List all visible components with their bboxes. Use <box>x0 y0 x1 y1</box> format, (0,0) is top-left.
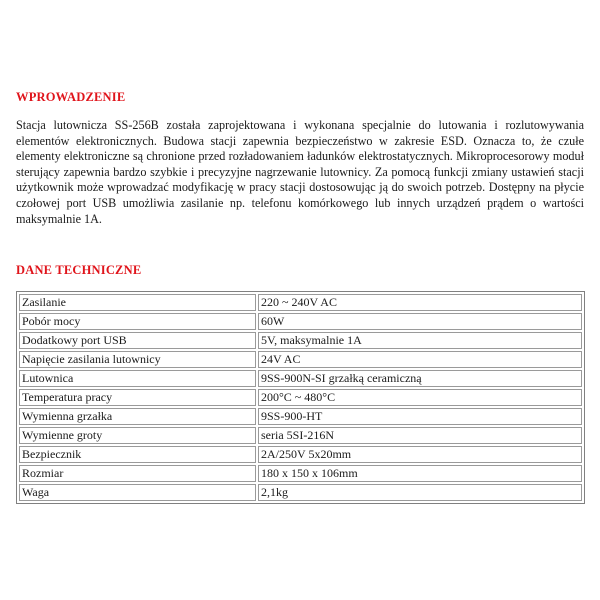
spec-value: 2,1kg <box>258 484 582 501</box>
spec-value: 220 ~ 240V AC <box>258 294 582 311</box>
spec-label: Dodatkowy port USB <box>19 332 256 349</box>
table-row <box>19 408 582 425</box>
spec-value: 9SS-900N-SI grzałką ceramiczną <box>258 370 582 387</box>
intro-heading: WPROWADZENIE <box>16 90 126 104</box>
table-row <box>19 484 582 501</box>
table-row <box>19 332 582 349</box>
spec-value: 200°C ~ 480°C <box>258 389 582 406</box>
spec-label: Pobór mocy <box>19 313 256 330</box>
table-row <box>19 389 582 406</box>
table-row <box>19 427 582 444</box>
spec-label: Waga <box>19 484 256 501</box>
spec-value: 24V AC <box>258 351 582 368</box>
spec-label: Zasilanie <box>19 294 256 311</box>
spec-label: Rozmiar <box>19 465 256 482</box>
tech-specs-heading: DANE TECHNICZNE <box>16 263 142 277</box>
table-row <box>19 294 582 311</box>
spec-value: 2A/250V 5x20mm <box>258 446 582 463</box>
table-row <box>19 446 582 463</box>
table-row <box>19 351 582 368</box>
spec-label: Napięcie zasilania lutownicy <box>19 351 256 368</box>
spec-label: Lutownica <box>19 370 256 387</box>
spec-value: 9SS-900-HT <box>258 408 582 425</box>
spec-value: 5V, maksymalnie 1A <box>258 332 582 349</box>
tech-specs-table <box>16 291 585 504</box>
intro-paragraph: Stacja lutownicza SS-256B została zaprojektowana i wykonana specjalnie do lutowania i rozlutowywania elementów elektronicznych. Budowa stacji zapewnia bezpieczeństwo w zakresie ESD. Oznacza to, że czułe elementy elektroniczne są chronione przed rozładowaniem ładunków elektrostatycznych. Mikroprocesorowy moduł sterujący zapewnia bardzo szybkie i precyzyjne nagrzewanie lutownicy. Za pomocą funkcji zmiany ustawień stacji użytkownik może wprowadzać modyfikację w pracy stacji dostosowując ją do swoich potrzeb. Dostępny na płycie czołowej port USB umożliwia zasilanie np. telefonu komórkowego lub innych urządzeń prądem o wartości maksymalnie 1A. <box>16 118 584 226</box>
spec-label: Wymienna grzałka <box>19 408 256 425</box>
table-row <box>19 370 582 387</box>
spec-value: seria 5SI-216N <box>258 427 582 444</box>
spec-label: Wymienne groty <box>19 427 256 444</box>
spec-value: 60W <box>258 313 582 330</box>
table-row <box>19 313 582 330</box>
spec-label: Temperatura pracy <box>19 389 256 406</box>
table-row <box>19 465 582 482</box>
spec-label: Bezpiecznik <box>19 446 256 463</box>
spec-value: 180 x 150 x 106mm <box>258 465 582 482</box>
